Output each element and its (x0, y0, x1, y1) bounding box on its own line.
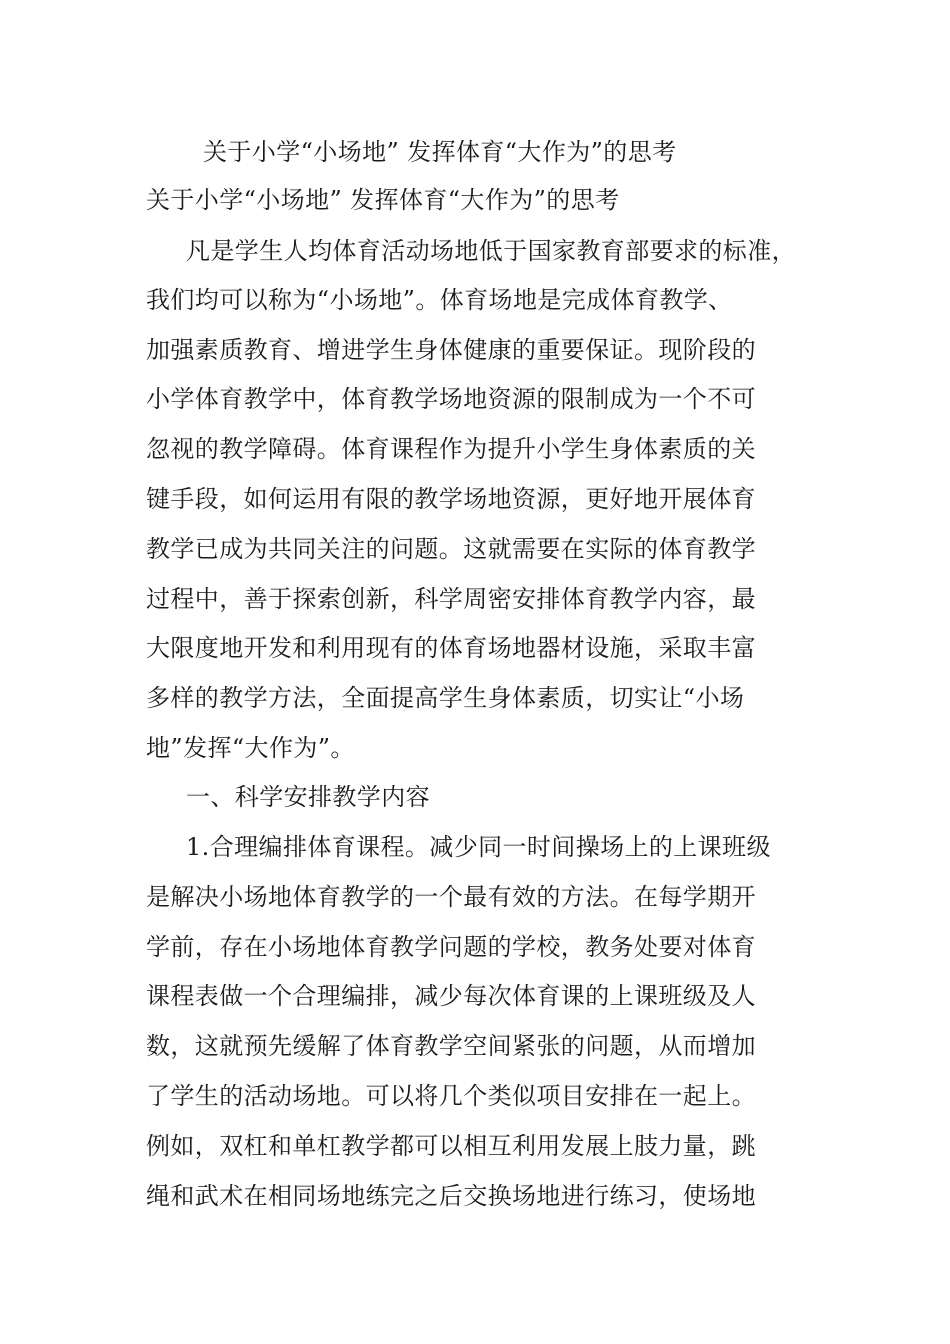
body-line: 多样的教学方法，全面提高学生身体素质，切实让“小场 (146, 684, 745, 712)
body-line: 过程中，善于探索创新，科学周密安排体育教学内容，最 (146, 585, 756, 613)
body-line: 凡是学生人均体育活动场地低于国家教育部要求的标准， (186, 237, 796, 265)
document-subtitle: 关于小学“小场地” 发挥体育“大作为”的思考 (146, 186, 620, 214)
body-line: 大限度地开发和利用现有的体育场地器材设施，采取丰富 (146, 634, 756, 662)
body-line: 加强素质教育、增进学生身体健康的重要保证。现阶段的 (146, 336, 756, 364)
body-line: 数，这就预先缓解了体育教学空间紧张的问题，从而增加 (146, 1032, 756, 1060)
body-line: 绳和武术在相同场地练完之后交换场地进行练习，使场地 (146, 1182, 756, 1210)
document-title: 关于小学“小场地” 发挥体育“大作为”的思考 (203, 138, 677, 166)
section-heading: 一、科学安排教学内容 (186, 783, 430, 811)
body-line: 例如，双杠和单杠教学都可以相互利用发展上肢力量，跳 (146, 1132, 756, 1160)
body-line: 我们均可以称为“小场地”。体育场地是完成体育教学、 (146, 286, 733, 314)
body-line: 小学体育教学中，体育教学场地资源的限制成为一个不可 (146, 385, 756, 413)
body-line: 课程表做一个合理编排，减少每次体育课的上课班级及人 (146, 982, 756, 1010)
body-line: 1.合理编排体育课程。减少同一时间操场上的上课班级 (186, 833, 771, 861)
body-line: 学前，存在小场地体育教学问题的学校，教务处要对体育 (146, 933, 756, 961)
body-line: 地”发挥“大作为”。 (146, 734, 355, 762)
body-line: 教学已成为共同关注的问题。这就需要在实际的体育教学 (146, 535, 756, 563)
body-line: 键手段，如何运用有限的教学场地资源，更好地开展体育 (146, 485, 756, 513)
body-line: 是解决小场地体育教学的一个最有效的方法。在每学期开 (146, 883, 756, 911)
body-line: 忽视的教学障碍。体育课程作为提升小学生身体素质的关 (146, 435, 756, 463)
body-line: 了学生的活动场地。可以将几个类似项目安排在一起上。 (146, 1082, 756, 1110)
